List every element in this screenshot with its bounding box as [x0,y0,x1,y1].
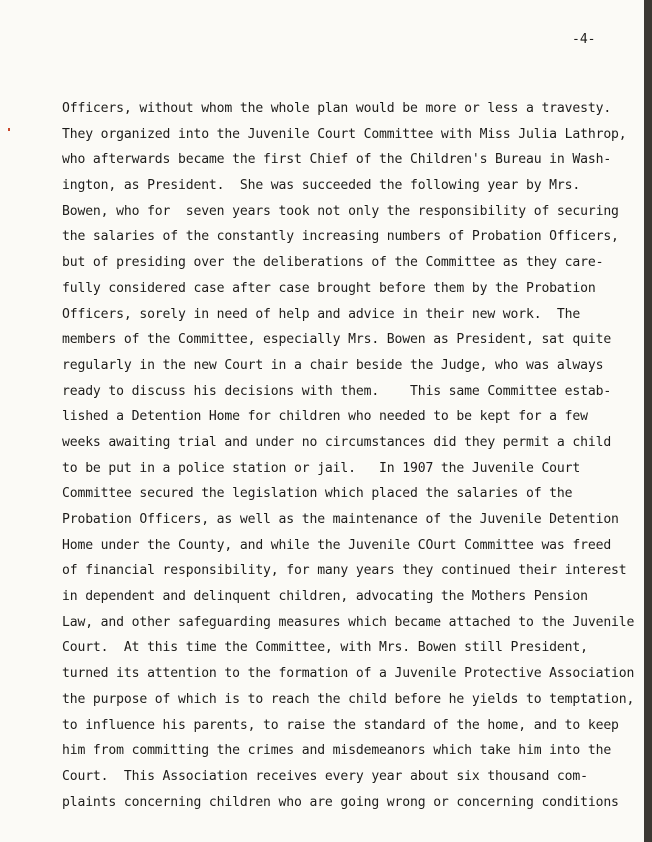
text-line: in dependent and delinquent children, advocating the Mothers Pension [62,589,588,605]
text-line: regularly in the new Court in a chair beside the Judge, who was always [62,357,604,373]
text-line: weeks awaiting trial and under no circumstances did they permit a child [62,434,612,450]
text-line: Bowen, who for seven years took not only the responsibility of securing [62,203,619,219]
text-line: the purpose of which is to reach the child before he yields to temptation, [62,691,635,707]
page-number: -4- [572,32,596,47]
text-line: Committee secured the legislation which placed the salaries of the [62,486,573,502]
text-line: who afterwards became the first Chief of the Children's Bureau in Wash- [62,152,612,168]
text-line: to be put in a police station or jail. In 1907 the Juvenile Court [62,460,581,476]
binding-edge [644,0,652,842]
text-line: Officers, without whom the whole plan would be more or less a travesty. [62,101,612,116]
text-line: him from committing the crimes and misdemeanors which take him into the [62,743,612,759]
text-line: Court. At this time the Committee, with Mrs. Bowen still President, [62,640,588,656]
text-line: the salaries of the constantly increasing numbers of Probation Officers, [62,229,619,245]
text-line: Home under the County, and while the Juvenile COurt Committee was freed [62,537,612,553]
text-line: fully considered case after case brought before them by the Probation [62,280,596,296]
body-text [62,96,638,815]
text-line: lished a Detention Home for children who needed to be kept for a few [62,409,588,425]
text-line: ready to discuss his decisions with them. This same Committee estab- [62,383,612,399]
text-line: plaints concerning children who are going wrong or concerning conditions [62,794,619,810]
text-line: members of the Committee, especially Mrs. Bowen as President, sat quite [62,332,612,348]
text-line: Law, and other safeguarding measures which became attached to the Juvenile [62,614,635,630]
text-line: ington, as President. She was succeeded the following year by Mrs. [62,178,581,194]
text-line: but of presiding over the deliberations of the Committee as they care- [62,255,604,271]
text-line: to influence his parents, to raise the standard of the home, and to keep [62,717,619,733]
text-line: turned its attention to the formation of a Juvenile Protective Association [62,666,635,682]
margin-mark [8,128,10,131]
text-line: of financial responsibility, for many years they continued their interest [62,563,627,579]
text-line: Probation Officers, as well as the maintenance of the Juvenile Detention [62,512,619,527]
text-line: Officers, sorely in need of help and advice in their new work. The [62,306,581,322]
text-line: Court. This Association receives every year about six thousand com- [62,768,588,784]
text-line: They organized into the Juvenile Court Committee with Miss Julia Lathrop, [62,126,627,142]
